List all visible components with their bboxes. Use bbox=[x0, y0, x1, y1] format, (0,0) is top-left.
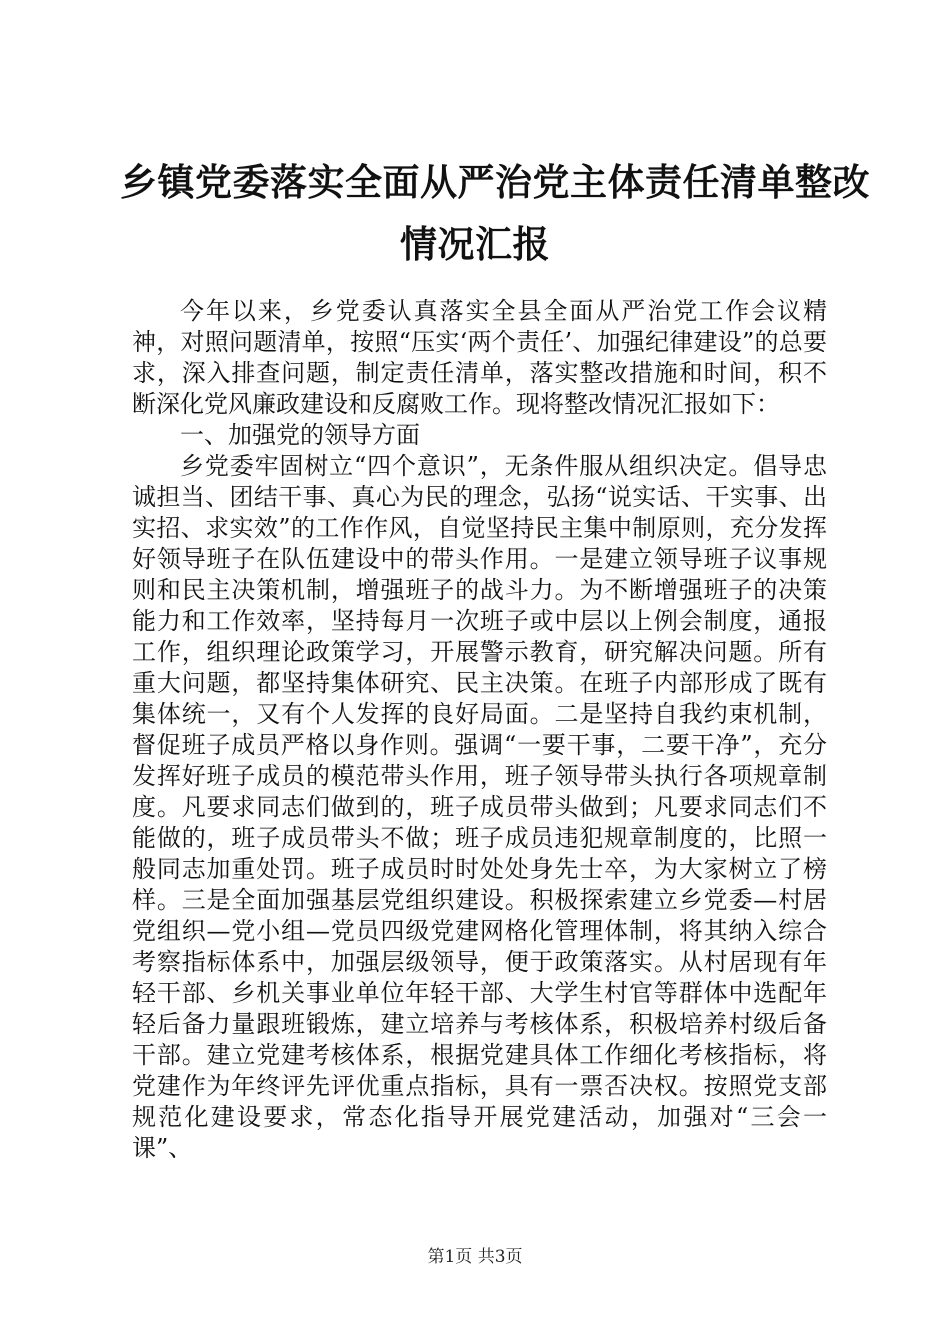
document-title-line-1: 乡镇党委落实全面从严治党主体责任清单整改 bbox=[120, 160, 870, 204]
document-title-line-2: 情况汇报 bbox=[400, 222, 550, 266]
section-heading: 一、加强党的领导方面 bbox=[180, 421, 420, 449]
body-paragraph: 乡党委牢固树立“四个意识”，无条件服从组织决定。倡导忠诚担当、团结干事、真心为民的理念，弘扬“说实话、干实事、出实招、求实效”的工作作风，自觉坚持民主集中制原则，充分发挥好领导班子在队伍建设中的带头作用。一是建立领导班子议事规则和民主决策机制，增强班子的战斗力。为不断增强班子的决策能力和工作效率，坚持每月一次班子或中层以上例会制度，通报工作，组织理论政策学习，开展警示教育，研究解决问题。所有重大问题，都坚持集体研究、民主决策。在班子内部形成了既有集体统一，又有个人发挥的良好局面。二是坚持自我约束机制，督促班子成员严格以身作则。强调“一要干事，二要干净”，充分发挥好班子成员的模范带头作用，班子领导带头执行各项规章制度。凡要求同志们做到的，班子成员带头做到；凡要求同志们不能做的，班子成员带头不做；班子成员违犯规章制度的，比照一般同志加重处罚。班子成员时时处处身先士卒，为大家树立了榜样。三是全面加强基层党组织建设。积极探索建立乡党委—村居党组织—党小组—党员四级党建网格化管理体制，将其纳入综合考察指标体系中，加强层级领导，便于政策落实。从村居现有年轻干部、乡机关事业单位年轻干部、大学生村官等群体中选配年轻后备力量跟班锻炼，建立培养与考核体系，积极培养村级后备干部。建立党建考核体系，根据党建具体工作细化考核指标，将党建作为年终评先评优重点指标，具有一票否决权。按照党支部规范化建设要求，常态化指导开展党建活动，加强对“三会一课”、 bbox=[132, 452, 827, 1162]
intro-paragraph: 今年以来，乡党委认真落实全县全面从严治党工作会议精神，对照问题清单，按照“压实‘两个责任’、加强纪律建设”的总要求，深入排查问题，制定责任清单，落实整改措施和时间，积不断深化党风廉政建设和反腐败工作。现将整改情况汇报如下： bbox=[132, 297, 827, 418]
document-body bbox=[132, 296, 827, 1164]
page-number-footer: 第1页 共3页 bbox=[427, 1247, 523, 1267]
